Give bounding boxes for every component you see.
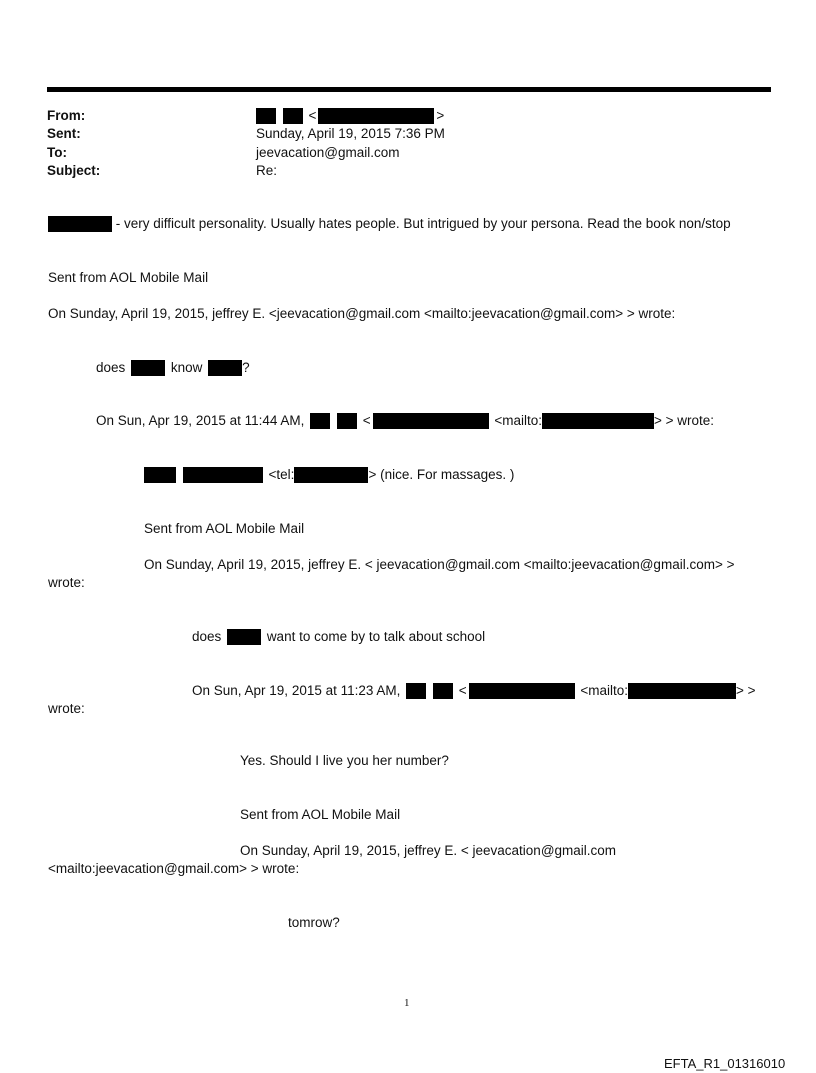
quote-11-line: tomrow? <box>288 915 340 930</box>
redaction <box>183 467 263 483</box>
redaction <box>256 108 276 124</box>
redaction <box>628 683 736 699</box>
from-lt: < <box>308 108 317 123</box>
redaction <box>318 108 434 124</box>
bates-number: EFTA_R1_01316010 <box>664 1056 786 1071</box>
from-label: From: <box>47 108 86 123</box>
page-number: 1 <box>404 997 410 1009</box>
quote-2-line: On Sun, Apr 19, 2015 at 11:44 AM, < <mailto: > > wrote: <box>96 413 715 428</box>
redaction <box>131 360 165 376</box>
from-gt: > <box>436 108 445 123</box>
subject-value: Re: <box>256 163 278 178</box>
quote-7-wrote: wrote: <box>48 701 85 716</box>
redaction <box>144 467 176 483</box>
to-value: jeevacation@gmail.com <box>256 145 400 160</box>
redaction <box>406 683 426 699</box>
redaction <box>310 413 330 429</box>
quote-6-line: does want to come by to talk about school <box>192 629 486 644</box>
body-line-2: Sent from AOL Mobile Mail <box>48 270 209 285</box>
redaction <box>294 467 368 483</box>
header-rule <box>47 87 771 92</box>
quote-10-mailto: <mailto:jeevacation@gmail.com> > wrote: <box>48 861 300 876</box>
body-line-1: - very difficult personality. Usually hates people. But intrigued by your persona. Read the book non/stop <box>48 216 731 232</box>
redaction <box>542 413 654 429</box>
from-value <box>256 108 444 124</box>
quote-5-wrote: wrote: <box>48 575 85 590</box>
to-label: To: <box>47 145 67 160</box>
quote-7-line: On Sun, Apr 19, 2015 at 11:23 AM, < <mailto: > > <box>192 683 756 698</box>
redaction <box>373 413 489 429</box>
redaction <box>469 683 575 699</box>
quote-10-line: On Sunday, April 19, 2015, jeffrey E. < jeevacation@gmail.com <box>240 843 617 858</box>
redaction <box>283 108 303 124</box>
redaction <box>337 413 357 429</box>
redaction <box>208 360 242 376</box>
quote-1-line: does know ? <box>96 360 250 375</box>
quote-4-line: Sent from AOL Mobile Mail <box>144 521 305 536</box>
redaction <box>48 216 112 232</box>
quote-8-line: Yes. Should I live you her number? <box>240 753 449 768</box>
subject-label: Subject: <box>47 163 101 178</box>
redaction <box>433 683 453 699</box>
quote-5-line: On Sunday, April 19, 2015, jeffrey E. < jeevacation@gmail.com <mailto:jeevacation@gmail.com> > <box>144 557 735 572</box>
sent-label: Sent: <box>47 126 81 141</box>
body-line-3: On Sunday, April 19, 2015, jeffrey E. <jeevacation@gmail.com <mailto:jeevacation@gmail.com> > wrote: <box>48 306 676 321</box>
quote-9-line: Sent from AOL Mobile Mail <box>240 807 401 822</box>
quote-3-line: <tel: > (nice. For massages. ) <box>144 467 514 483</box>
redaction <box>227 629 261 645</box>
sent-value: Sunday, April 19, 2015 7:36 PM <box>256 126 445 141</box>
